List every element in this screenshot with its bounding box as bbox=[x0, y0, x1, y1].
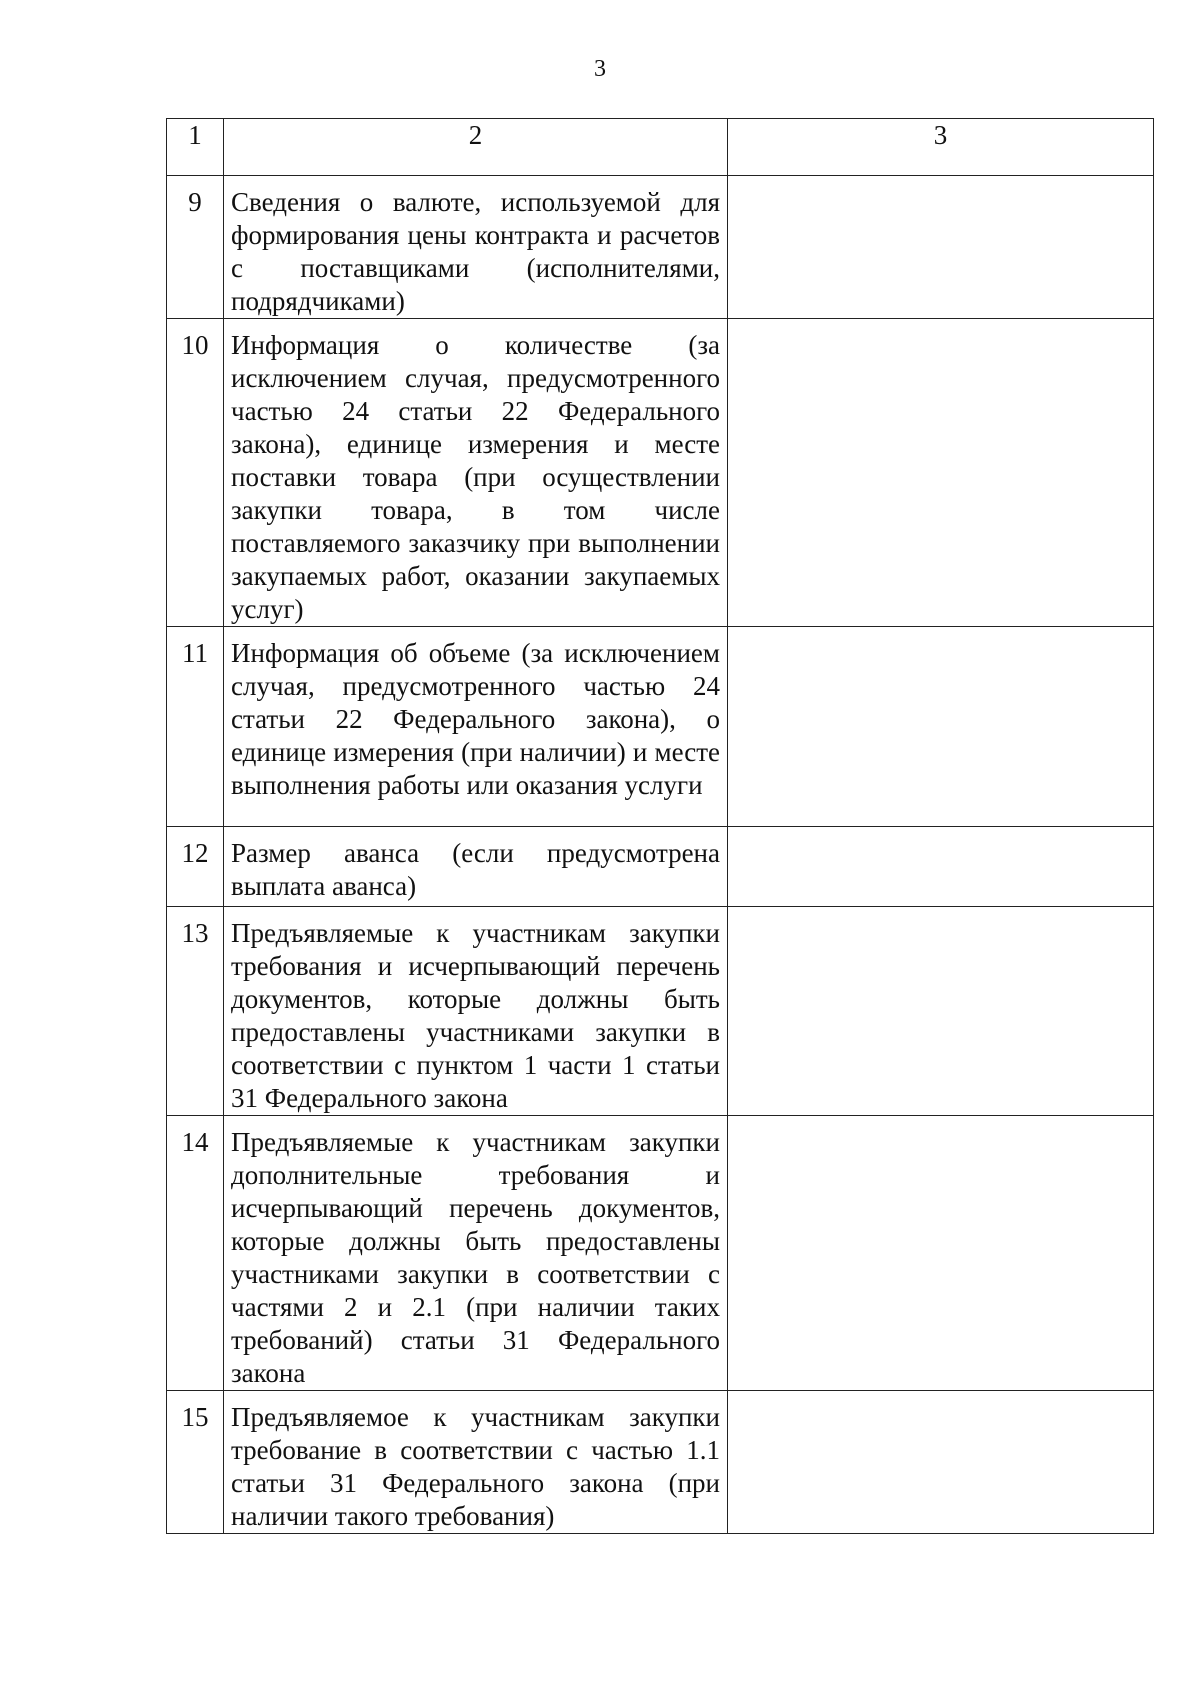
column-header-1: 1 bbox=[167, 119, 224, 176]
row-value bbox=[728, 827, 1154, 907]
column-header-2: 2 bbox=[224, 119, 728, 176]
row-description: Предъявляемое к участникам закупки требование в соответствии с частью 1.1 статьи 31 Федерального закона (при наличии такого требования) bbox=[224, 1391, 728, 1534]
row-number: 15 bbox=[167, 1391, 224, 1534]
row-number: 12 bbox=[167, 827, 224, 907]
row-description: Предъявляемые к участникам закупки требования и исчерпывающий перечень документов, которые должны быть предоставлены участниками закупки в соответствии с пунктом 1 части 1 статьи 31 Федерального закона bbox=[224, 907, 728, 1116]
table-row bbox=[167, 627, 1154, 827]
row-value bbox=[728, 907, 1154, 1116]
row-description: Сведения о валюте, используемой для формирования цены контракта и расчетов с поставщиками (исполнителями, подрядчиками) bbox=[224, 176, 728, 319]
row-description: Информация об объеме (за исключением случая, предусмотренного частью 24 статьи 22 Федерального закона), о единице измерения (при наличии) и месте выполнения работы или оказания услуги bbox=[224, 627, 728, 827]
page-number: 3 bbox=[594, 56, 606, 82]
table-row bbox=[167, 827, 1154, 907]
requirements-table bbox=[166, 118, 1154, 1534]
row-number: 10 bbox=[167, 319, 224, 627]
table-row bbox=[167, 907, 1154, 1116]
row-value bbox=[728, 1391, 1154, 1534]
table-header-row bbox=[167, 119, 1154, 176]
row-value bbox=[728, 627, 1154, 827]
column-header-3: 3 bbox=[728, 119, 1154, 176]
row-description: Размер аванса (если предусмотрена выплата аванса) bbox=[224, 827, 728, 907]
row-number: 13 bbox=[167, 907, 224, 1116]
row-value bbox=[728, 319, 1154, 627]
table-row bbox=[167, 1116, 1154, 1391]
row-number: 14 bbox=[167, 1116, 224, 1391]
row-number: 9 bbox=[167, 176, 224, 319]
table-row bbox=[167, 319, 1154, 627]
table-row bbox=[167, 176, 1154, 319]
row-value bbox=[728, 176, 1154, 319]
table-row bbox=[167, 1391, 1154, 1534]
row-description: Информация о количестве (за исключением случая, предусмотренного частью 24 статьи 22 Федерального закона), единице измерения и месте поставки товара (при осуществлении закупки товара, в том числе поставляемого заказчику при выполнении закупаемых работ, оказании закупаемых услуг) bbox=[224, 319, 728, 627]
row-description: Предъявляемые к участникам закупки дополнительные требования и исчерпывающий перечень документов, которые должны быть предоставлены участниками закупки в соответствии с частями 2 и 2.1 (при наличии таких требований) статьи 31 Федерального закона bbox=[224, 1116, 728, 1391]
row-number: 11 bbox=[167, 627, 224, 827]
row-value bbox=[728, 1116, 1154, 1391]
